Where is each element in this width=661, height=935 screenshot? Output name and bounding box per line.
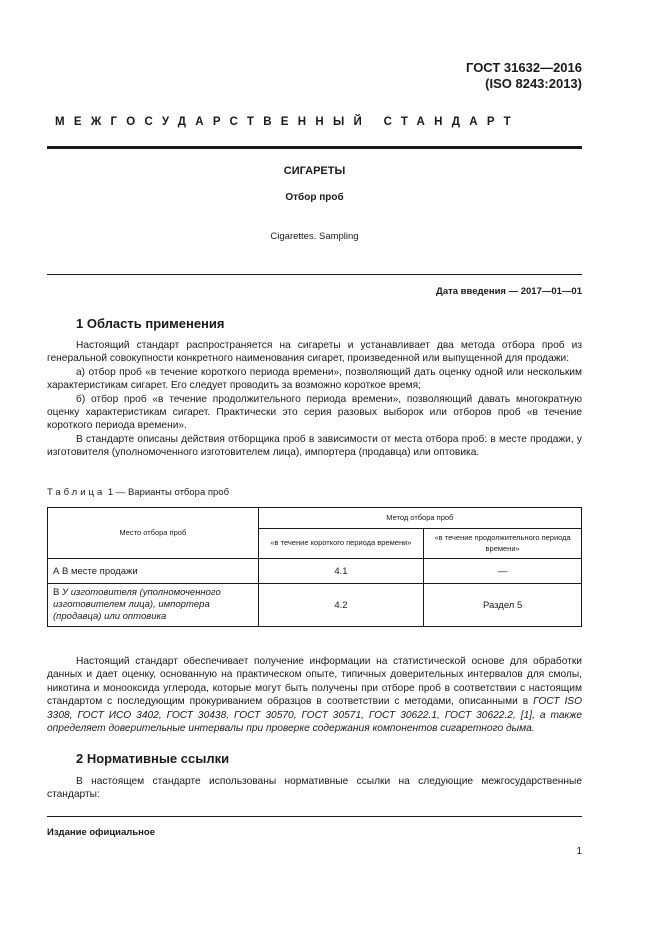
paragraph-text: Настоящий стандарт обеспечивает получение информации на статистической основе для обработки данных и дает оценку, основанную на практическом опыте, типичных доверительных интервалов для смолы, никотина и монооксида углерода, которые могут быть получены при отборе проб в соответствии с настоящим стандартом с последующим прокуриванием образцов в соответствии с методами, описанными в [47,656,582,708]
header-cell-short-period: «в течение короткого периода времени» [258,529,424,559]
paragraph: Настоящий стандарт распространяется на сигареты и устанавливает два метода отбора проб из генеральной совокупности конкретного наименования сигарет, произведенной или выпущенной для продажи: [47,340,582,365]
interstate-standard-banner: МЕЖГОСУДАРСТВЕННЫЙ СТАНДАРТ [55,116,520,128]
cell-place-italic: У изготовителя (уполномоченного изготовителем лица), импортера (продавца) или оптовика [53,587,221,622]
post-table-body [47,655,582,735]
cell-place: А В месте продажи [48,559,259,584]
cell-place [48,584,259,627]
section-1-body [47,339,582,460]
standard-number [466,60,582,92]
table-caption-text: 1 — Варианты отбора проб [105,487,230,498]
section-1-heading: 1 Область применения [76,316,225,331]
cell-short: 4.1 [258,559,424,584]
paragraph-references: ГОСТ ISO 3308, ГОСТ ИСО 3402, ГОСТ 30438, ГОСТ 30570, ГОСТ 30571, ГОСТ 30622.1, ГОСТ 30622.2, [1], а также определяет доверительные интервалы при проверке содержания компонентов сигаретного дыма. [47,696,582,735]
english-title: Cigarettes. Sampling [270,231,359,242]
header-cell-place: Место отбора проб [48,508,259,559]
title-divider [47,274,582,275]
introduction-date: Дата введения — 2017—01—01 [436,286,582,297]
document-subtitle: Отбор проб [285,192,344,203]
table-caption-word: Таблица [47,487,106,498]
document-title: СИГАРЕТЫ [283,165,346,177]
section-2-body [47,775,582,802]
paragraph [47,655,582,735]
cell-short: 4.2 [258,584,424,627]
official-edition-label: Издание официальное [47,827,155,838]
paragraph: б) отбор проб «в течение продолжительного периода времени», позволяющий давать многократную оценку характеристикам сигарет. Практически это серия разовых выборок или отборов проб «в течение короткого периода времени». [47,393,582,432]
paragraph: В стандарте описаны действия отборщика проб в зависимости от места отбора проб: в месте продажи, у изготовителя (уполномоченного изготовителем лица), импортера (продавца) или оптовика. [47,433,582,459]
cell-place-prefix: В [53,587,62,598]
table-row [48,584,582,627]
paragraph: В настоящем стандарте использованы нормативные ссылки на следующие межгосударственные стандарты: [47,776,582,801]
cell-long: Раздел 5 [424,584,582,627]
sampling-variants-table [47,507,582,627]
header-cell-long-period: «в течение продолжительного периода времени» [424,529,582,559]
standard-number-gost: ГОСТ 31632—2016 [466,60,582,75]
table-row [48,559,582,584]
table-caption [47,487,229,498]
section-2-heading: 2 Нормативные ссылки [76,751,230,766]
header-cell-method: Метод отбора проб [258,508,581,529]
cell-long: — [424,559,582,584]
page-number: 1 [576,846,582,857]
header-divider [47,146,582,149]
paragraph: а) отбор проб «в течение короткого периода времени», позволяющий дать оценку одной или нескольким характеристикам сигарет. Его следует проводить за возможно короткое время; [47,366,582,392]
footer-divider [47,816,582,817]
standard-number-iso: (ISO 8243:2013) [485,76,582,91]
